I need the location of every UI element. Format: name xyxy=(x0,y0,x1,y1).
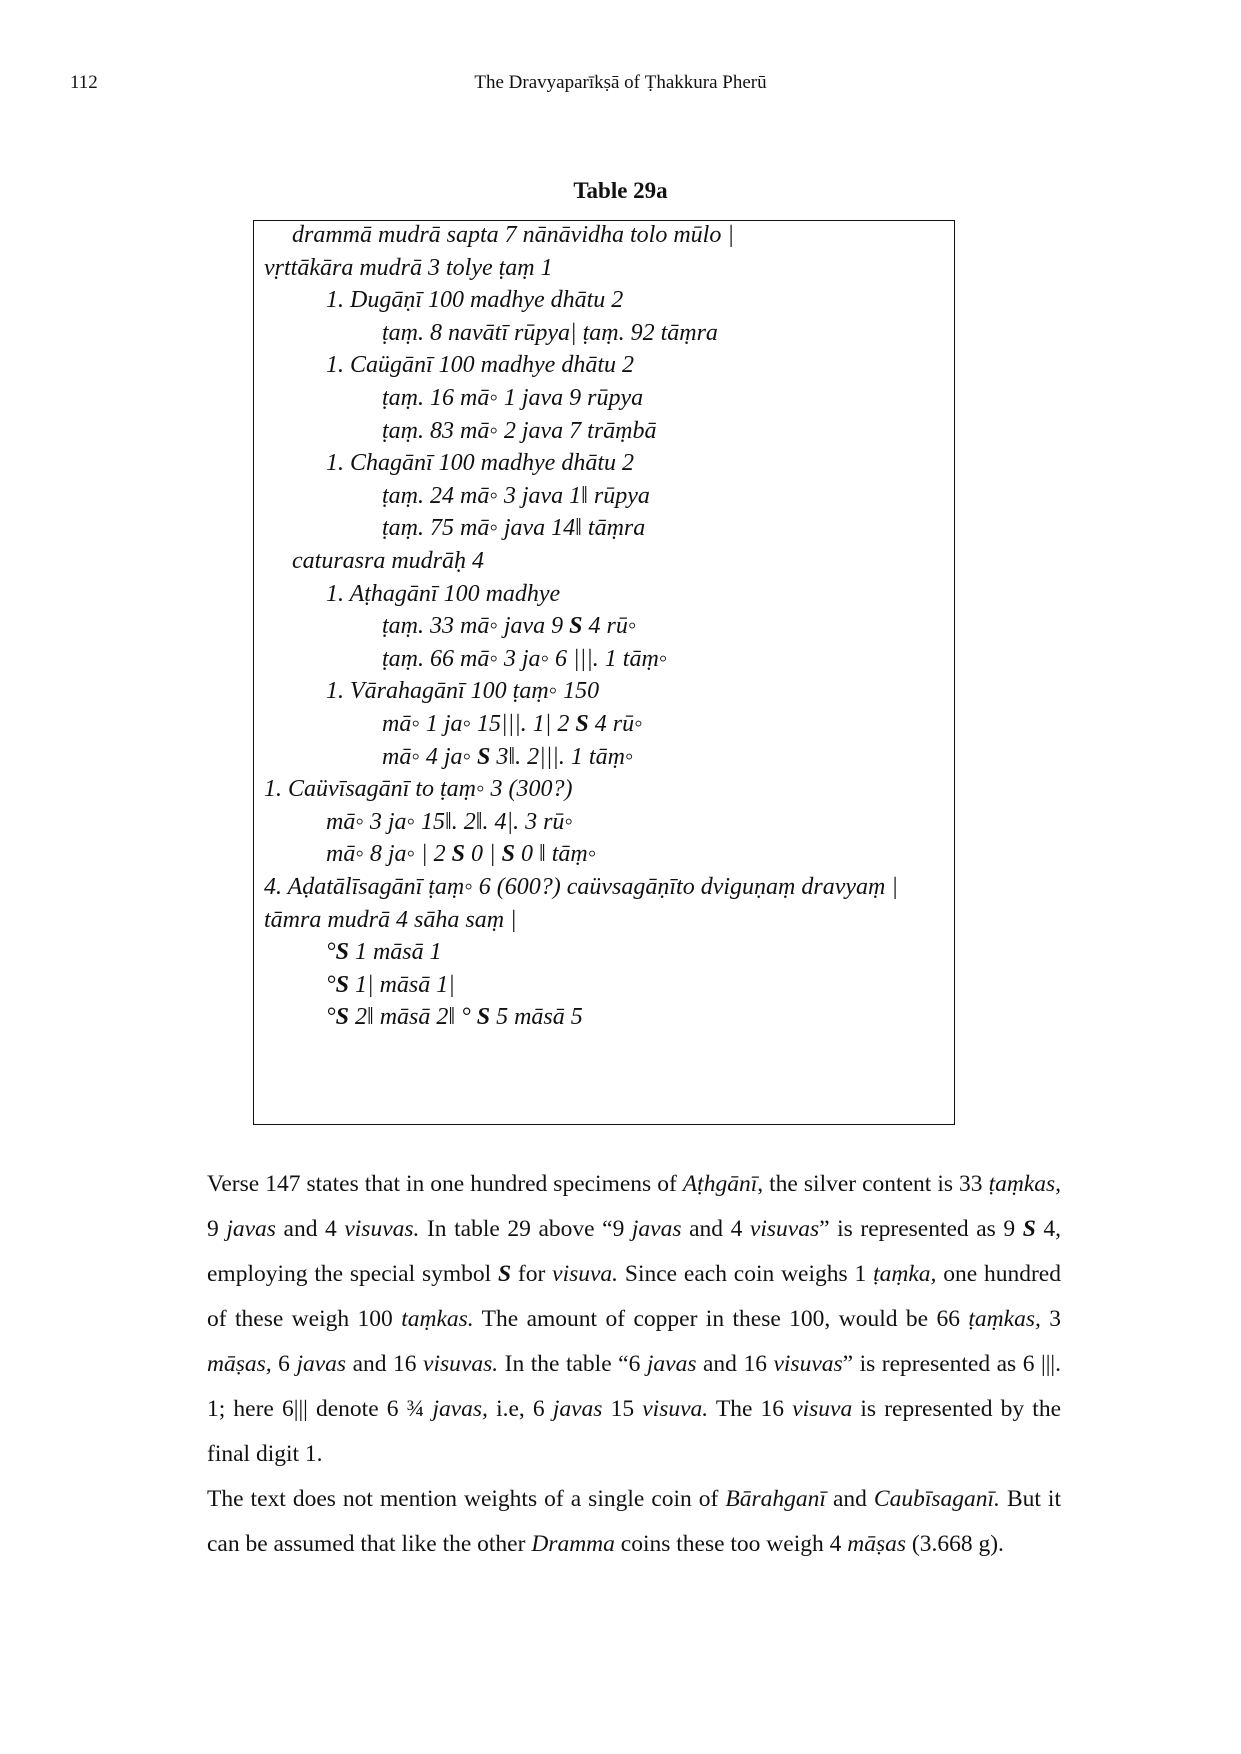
italic-term: javas, xyxy=(432,1396,488,1422)
table-line xyxy=(326,580,560,608)
visuva-symbol: S xyxy=(335,971,349,998)
text-run: (3.668 g). xyxy=(906,1531,1004,1557)
running-title: The Dravyaparīkṣā of Ṭhakkura Pherū xyxy=(474,72,767,93)
italic-term: visuva. xyxy=(642,1396,709,1422)
text-run: The text does not mention weights of a single coin of xyxy=(207,1486,726,1512)
table-text: 4 rū◦ xyxy=(582,613,637,640)
table-line xyxy=(382,514,645,542)
italic-term: Caubīsaganī. xyxy=(873,1486,1000,1512)
italic-term: māṣas xyxy=(847,1531,907,1557)
page-number: 112 xyxy=(70,72,98,93)
table-line xyxy=(382,384,643,412)
text-run: 3 xyxy=(1040,1306,1062,1332)
italic-term: javas xyxy=(296,1351,347,1377)
text-run: In the table “6 xyxy=(498,1351,647,1377)
text-run: is represented by the final digit 1. xyxy=(207,1396,1061,1467)
table-text: 3‖. 2|||. 1 tāṃ◦ xyxy=(490,743,634,770)
table-line xyxy=(382,710,643,738)
visuva-symbol: S xyxy=(1022,1216,1036,1242)
text-run: coins these too weigh 4 xyxy=(614,1531,848,1557)
table-29a xyxy=(253,220,955,1125)
table-text: 5 māsā 5 xyxy=(490,1004,583,1031)
table-caption: Table 29a xyxy=(573,178,668,203)
text-run: The 16 xyxy=(708,1396,793,1422)
table-line xyxy=(292,221,734,249)
table-line xyxy=(326,351,634,379)
table-text: 0 ‖ tāṃ◦ xyxy=(514,841,597,868)
text-run: 15 xyxy=(602,1396,643,1422)
text-run: In table 29 above “9 xyxy=(419,1216,632,1242)
table-text: ṭaṃ. 16 mā◦ 1 java 9 rūpya xyxy=(382,385,644,411)
table-text: 1| māsā 1| xyxy=(348,971,455,998)
table-text: 1. Vārahagānī 100 ṭaṃ◦ 150 xyxy=(326,678,600,705)
running-head xyxy=(0,72,1241,102)
table-text: 1 māsā 1 xyxy=(348,939,442,966)
table-line xyxy=(382,743,633,771)
table-line xyxy=(382,417,657,445)
italic-term: javas xyxy=(631,1216,682,1242)
italic-term: visuvas xyxy=(773,1351,843,1377)
text-run: and 4 xyxy=(681,1216,750,1242)
table-line xyxy=(326,971,455,999)
italic-term: javas xyxy=(226,1216,276,1242)
text-run: i.e, 6 xyxy=(487,1396,553,1422)
text-run: ” is represented as 9 xyxy=(819,1216,1023,1242)
italic-term: visuva xyxy=(792,1396,853,1422)
table-text: ° xyxy=(326,1004,336,1031)
table-text: 2‖ māsā 2‖ ° xyxy=(348,1004,477,1031)
table-text: ṭaṃ. 66 mā◦ 3 ja◦ 6 |||. 1 tāṃ◦ xyxy=(382,645,668,672)
table-text: caturasra mudrāḥ 4 xyxy=(292,548,485,574)
text-run: 4, employing the special symbol xyxy=(207,1216,1061,1287)
table-text: ṭaṃ. 24 mā◦ 3 java 1‖ rūpya xyxy=(382,482,650,509)
italic-term: javas xyxy=(646,1351,697,1377)
table-text: 4. Aḍatālīsagānī ṭaṃ◦ 6 (600?) caüvsagāṇīto dviguṇaṃ dravyaṃ | xyxy=(264,874,898,900)
table-line xyxy=(264,775,573,803)
text-run: and xyxy=(825,1486,874,1512)
table-text: ṭaṃ. 83 mā◦ 2 java 7 trāṃbā xyxy=(382,417,657,444)
table-text: mā◦ 3 ja◦ 15‖. 2‖. 4|. 3 rū◦ xyxy=(326,808,573,835)
visuva-symbol: S xyxy=(477,743,491,770)
italic-term: ṭaṃkas, xyxy=(968,1306,1041,1332)
italic-term: visuvas. xyxy=(344,1216,420,1242)
table-line xyxy=(326,677,599,705)
table-line xyxy=(326,808,573,836)
italic-term: māṣas, xyxy=(207,1351,272,1377)
visuva-symbol: S xyxy=(498,1261,512,1287)
text-run: Since each coin weighs 1 xyxy=(618,1261,874,1287)
text-run: Verse 147 states that in one hundred specimens of xyxy=(207,1171,683,1197)
text-run: and 16 xyxy=(696,1351,774,1377)
italic-term: Bārahganī xyxy=(725,1486,826,1512)
visuva-symbol: S xyxy=(451,841,465,868)
table-text: ṭaṃ. 33 mā◦ java 9 xyxy=(382,613,570,640)
italic-term: visuvas. xyxy=(423,1351,499,1377)
table-text: 1. Aṭhagānī 100 madhye xyxy=(326,580,561,607)
table-line xyxy=(326,286,623,314)
text-run: , the silver content is 33 xyxy=(757,1171,989,1197)
text-run: ” is represented as 6 |||. 1; here 6||| denote 6 ¾ xyxy=(207,1351,1061,1422)
italic-term: ṭaṃka, xyxy=(873,1261,937,1287)
text-run: one hundred of these weigh 100 xyxy=(207,1261,1061,1332)
visuva-symbol: S xyxy=(335,939,349,966)
visuva-symbol: S xyxy=(569,613,583,640)
table-line xyxy=(264,254,553,282)
table-text: mā◦ 1 ja◦ 15|||. 1| 2 xyxy=(382,711,576,737)
table-text: 1. Chagānī 100 madhye dhātu 2 xyxy=(326,450,634,477)
text-run: and 16 xyxy=(346,1351,424,1377)
table-text: tāmra mudrā 4 sāha saṃ | xyxy=(264,906,517,933)
visuva-symbol: S xyxy=(476,1004,491,1031)
table-text: 1. Caügānī 100 madhye dhātu 2 xyxy=(326,352,634,379)
visuva-symbol: S xyxy=(575,711,589,737)
table-text: mā◦ 8 ja◦ | 2 xyxy=(326,841,452,868)
text-run: But it can be assumed that like the other xyxy=(207,1486,1061,1557)
italic-term: Dramma xyxy=(531,1531,615,1557)
table-line xyxy=(264,906,517,934)
table-line xyxy=(382,612,636,640)
paragraph xyxy=(207,1162,1061,1477)
italic-term: visuvas xyxy=(749,1216,820,1242)
table-text: drammā mudrā sapta 7 nānāvidha tolo mūlo | xyxy=(292,222,734,248)
table-line xyxy=(326,449,634,477)
italic-term: javas xyxy=(552,1396,603,1422)
italic-term: ṭaṃkas, xyxy=(988,1171,1062,1197)
text-run: The amount of copper in these 100, would be 66 xyxy=(473,1306,969,1332)
text-run: 6 xyxy=(271,1351,297,1377)
body-text xyxy=(207,1162,1061,1567)
italic-term: Aṭhgānī xyxy=(682,1171,758,1197)
table-text: mā◦ 4 ja◦ xyxy=(382,743,478,770)
table-text: ° xyxy=(326,971,336,998)
paragraph xyxy=(207,1477,1061,1567)
table-line xyxy=(326,938,442,966)
table-text: vṛttākāra mudrā 3 tolye ṭaṃ 1 xyxy=(264,254,553,281)
table-line xyxy=(292,547,484,575)
table-line xyxy=(326,1003,583,1031)
text-run: 9 xyxy=(207,1216,227,1242)
table-text: 0 | xyxy=(464,841,502,868)
table-line xyxy=(382,319,718,347)
italic-term: taṃkas. xyxy=(401,1306,474,1332)
visuva-symbol: S xyxy=(335,1004,349,1031)
table-text: 1. Dugāṇī 100 madhye dhātu 2 xyxy=(326,287,624,314)
text-run: for xyxy=(511,1261,553,1287)
visuva-symbol: S xyxy=(501,841,515,868)
table-text: 4 rū◦ xyxy=(588,711,643,737)
table-line xyxy=(264,873,898,901)
table-line xyxy=(326,840,596,868)
table-text: 1. Caüvīsagānī to ṭaṃ◦ 3 (300?) xyxy=(264,776,573,803)
italic-term: visuva. xyxy=(552,1261,619,1287)
table-line xyxy=(382,482,650,510)
table-text: ṭaṃ. 75 mā◦ java 14‖ tāṃra xyxy=(382,515,646,542)
table-line xyxy=(382,645,667,673)
table-text: ° xyxy=(326,939,336,966)
text-run: and 4 xyxy=(275,1216,345,1242)
table-text: ṭaṃ. 8 navātī rūpya| ṭaṃ. 92 tāṃra xyxy=(382,319,718,346)
